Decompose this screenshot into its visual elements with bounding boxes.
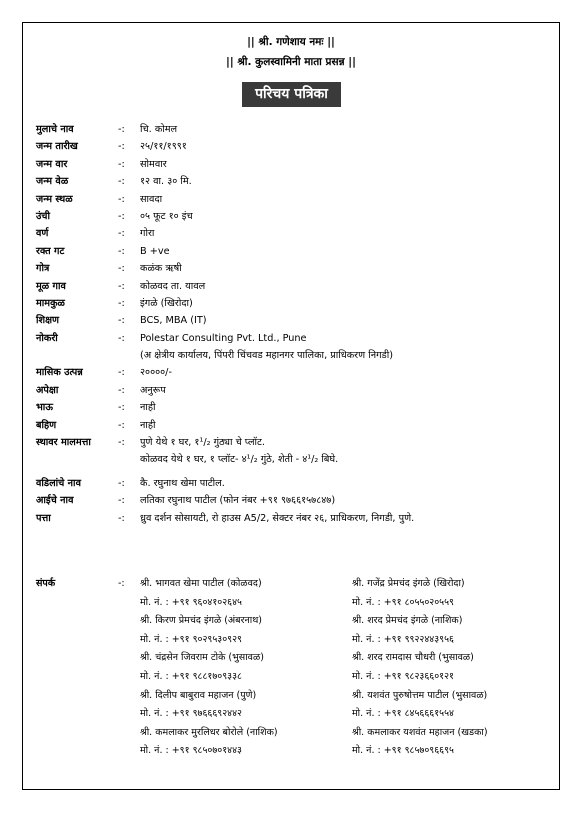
field-label: जन्म स्थळ [36,193,73,205]
contact-phone: मो. नं. : +९१ ८४५६६६१५५४ [352,708,454,720]
field-label: अपेक्षा [36,384,59,396]
field-label: आईचे नाव [36,495,74,507]
field-value: सोमवार [140,158,167,170]
contact-row [36,649,556,668]
contact-row [36,575,556,594]
field-label: जन्म वार [36,158,68,170]
field-separator: -: [118,193,125,205]
contact-phone: मो. नं. : +९१ ८०५५०२०५५९ [352,596,454,608]
biodata-sheet [22,22,560,790]
field-separator: -: [118,124,125,135]
field-value: Polestar Consulting Pvt. Ltd., Pune [140,332,307,344]
field-label: उंची [36,210,50,222]
field-row [36,417,556,434]
blessing-line-2: || श्री. कुलस्वामिनी माता प्रसन्न || [226,56,356,68]
field-separator: -: [118,495,125,507]
field-value: (अ क्षेत्रीय कार्यालय, पिंपरी चिंचवड महानगर पालिका, प्राधिकरण निगडी) [140,350,394,362]
field-value: BCS, MBA (IT) [140,315,207,327]
field-value: गोरा [140,228,155,240]
field-label: बहिण [36,419,57,431]
contact-row [36,612,556,631]
field-separator: -: [118,263,125,275]
contact-phone: मो. नं. : +९१ ९८५०७०१४४३ [140,745,242,757]
field-separator: -: [118,437,125,449]
field-separator: -: [118,578,125,589]
field-value: कळंक ऋषी [140,263,182,275]
contact-row [36,705,556,724]
field-label: मामकुळ [36,297,65,309]
field-value: ०५ फूट १० इंच [140,210,193,222]
field-separator: -: [118,384,125,396]
contact-name: श्री. चंद्रसेन जिवराम टोके (भुसावळ) [140,652,264,664]
field-label: नोकरी [36,332,58,344]
field-row [36,382,556,399]
field-label: मासिक उत्पन्न [36,367,83,379]
field-label: मुलाचे नाव [36,124,74,135]
field-label: रक्त गट [36,245,65,257]
contact-name: श्री. भागवत खेमा पाटील (कोळवद) [140,578,262,589]
field-value: १२ वा. ३० मि. [140,176,192,188]
field-value: नाही [140,402,156,414]
field-row [36,156,556,173]
contact-phone: मो. नं. : +९१ ९६०४१०२६४५ [140,596,242,608]
contact-name: श्री. शरद रामदास चौधरी (भुसावळ) [352,652,474,664]
field-separator: -: [118,477,125,489]
field-row-continuation [36,347,556,364]
field-separator: -: [118,367,125,379]
field-label: शिक्षण [36,315,60,327]
field-row [36,278,556,295]
contact-phone: मो. नं. : +९१ ९८८१७०९३३८ [140,670,242,682]
field-label: भाऊ [36,402,53,414]
field-row [36,138,556,155]
field-value: २५/११/१९९१ [140,141,187,153]
field-label: स्थावर मालमत्ता [36,437,91,449]
contact-name: श्री. शरद प्रेमचंद इंगळे (नाशिक) [352,615,463,627]
field-separator: -: [118,419,125,431]
field-row [36,191,556,208]
field-value: कोळवद ता. यावल [140,280,206,292]
contact-name: श्री. कमलाकर यशवंत महाजन (खडका) [352,726,488,738]
field-value: २००००/- [140,367,172,379]
field-separator: -: [118,402,125,414]
contact-phone: मो. नं. : +९१ ९०२९५३०९२९ [140,633,242,645]
field-value: इंगळे (खिरोदा) [140,297,193,309]
field-row [36,330,556,347]
field-value: अनुरूप [140,384,166,396]
field-value: लतिका रघुनाथ पाटील (फोन नंबर +९१ ९७६६१५७८४७) [140,495,336,507]
field-row [36,243,556,260]
field-separator: -: [118,332,125,344]
contact-row [36,687,556,706]
field-separator: -: [118,245,125,257]
field-row [36,475,556,492]
field-row [36,260,556,277]
contact-name: श्री. गजेंद्र प्रेमचंद इंगळे (खिरोदा) [352,578,465,589]
contact-phone: मो. नं. : +९१ ९९२२४४३९५६ [352,633,454,645]
field-value: कै. रघुनाथ खेमा पाटील. [140,477,225,489]
contact-phone: मो. नं. : +९१ ९७६६६९२४४२ [140,708,242,720]
field-separator: -: [118,512,125,524]
contact-name: श्री. किरण प्रेमचंद इंगळे (अंबरनाथ) [140,615,262,627]
field-value: ध्रुव दर्शन सोसायटी, रो हाउस A5/2, सेक्टर नंबर २६, प्राधिकरण, निगडी, पुणे. [140,512,415,524]
contacts-section [36,575,556,761]
field-value: नाही [140,419,156,431]
field-separator: -: [118,297,125,309]
field-label: वर्ण [36,228,49,240]
contacts-label: संपर्क [36,578,56,589]
field-label: पत्ता [36,512,51,524]
field-separator: -: [118,315,125,327]
contact-row [36,631,556,650]
contact-row [36,668,556,687]
field-row [36,510,556,527]
field-label: जन्म तारीख [36,141,78,153]
field-separator: -: [118,228,125,240]
field-row [36,364,556,381]
field-row [36,208,556,225]
field-value: पुणे येथे १ घर, १¹/₂ गुंठ्या चे प्लॉट. [140,437,265,449]
field-row [36,492,556,509]
contact-phone: मो. नं. : +९१ ९८५७०९६६९५ [352,745,454,757]
field-label: गोत्र [36,263,50,275]
field-row-continuation [36,451,556,468]
contact-name: श्री. यशवंत पुरुषोत्तम पाटील (भुसावळ) [352,689,488,701]
contact-row [36,742,556,761]
field-row [36,399,556,416]
field-value: कोळवद येथे १ घर, १ प्लॉट- ४¹/₂ गुंठे, शेती - ४¹/₂ बिघे. [140,454,339,466]
field-separator: -: [118,210,125,222]
field-row [36,121,556,138]
contact-row [36,594,556,613]
field-separator: -: [118,141,125,153]
contact-phone: मो. नं. : +९१ ९८२३६६०१२१ [352,670,454,682]
field-row [36,312,556,329]
contact-row [36,724,556,743]
field-row [36,173,556,190]
field-label: मूळ गाव [36,280,66,292]
field-label: जन्म वेळ [36,176,69,188]
blessing-line-1: || श्री. गणेशाय नमः || [247,36,335,48]
details-list [36,121,556,527]
field-separator: -: [118,158,125,170]
field-value: सावदा [140,193,163,205]
field-row [36,434,556,451]
contact-name: श्री. दिलीप बाबुराव महाजन (पुणे) [140,689,257,701]
field-separator: -: [118,176,125,188]
field-label: वडिलांचे नाव [36,477,81,489]
field-row [36,295,556,312]
field-value: B +ve [140,245,170,257]
contact-name: श्री. कमलाकर मुरलिधर बोरोले (नाशिक) [140,726,278,738]
field-row [36,225,556,242]
field-separator: -: [118,280,125,292]
document-title: परिचय पत्रिका [242,82,341,107]
field-value: चि. कोमल [140,124,178,135]
